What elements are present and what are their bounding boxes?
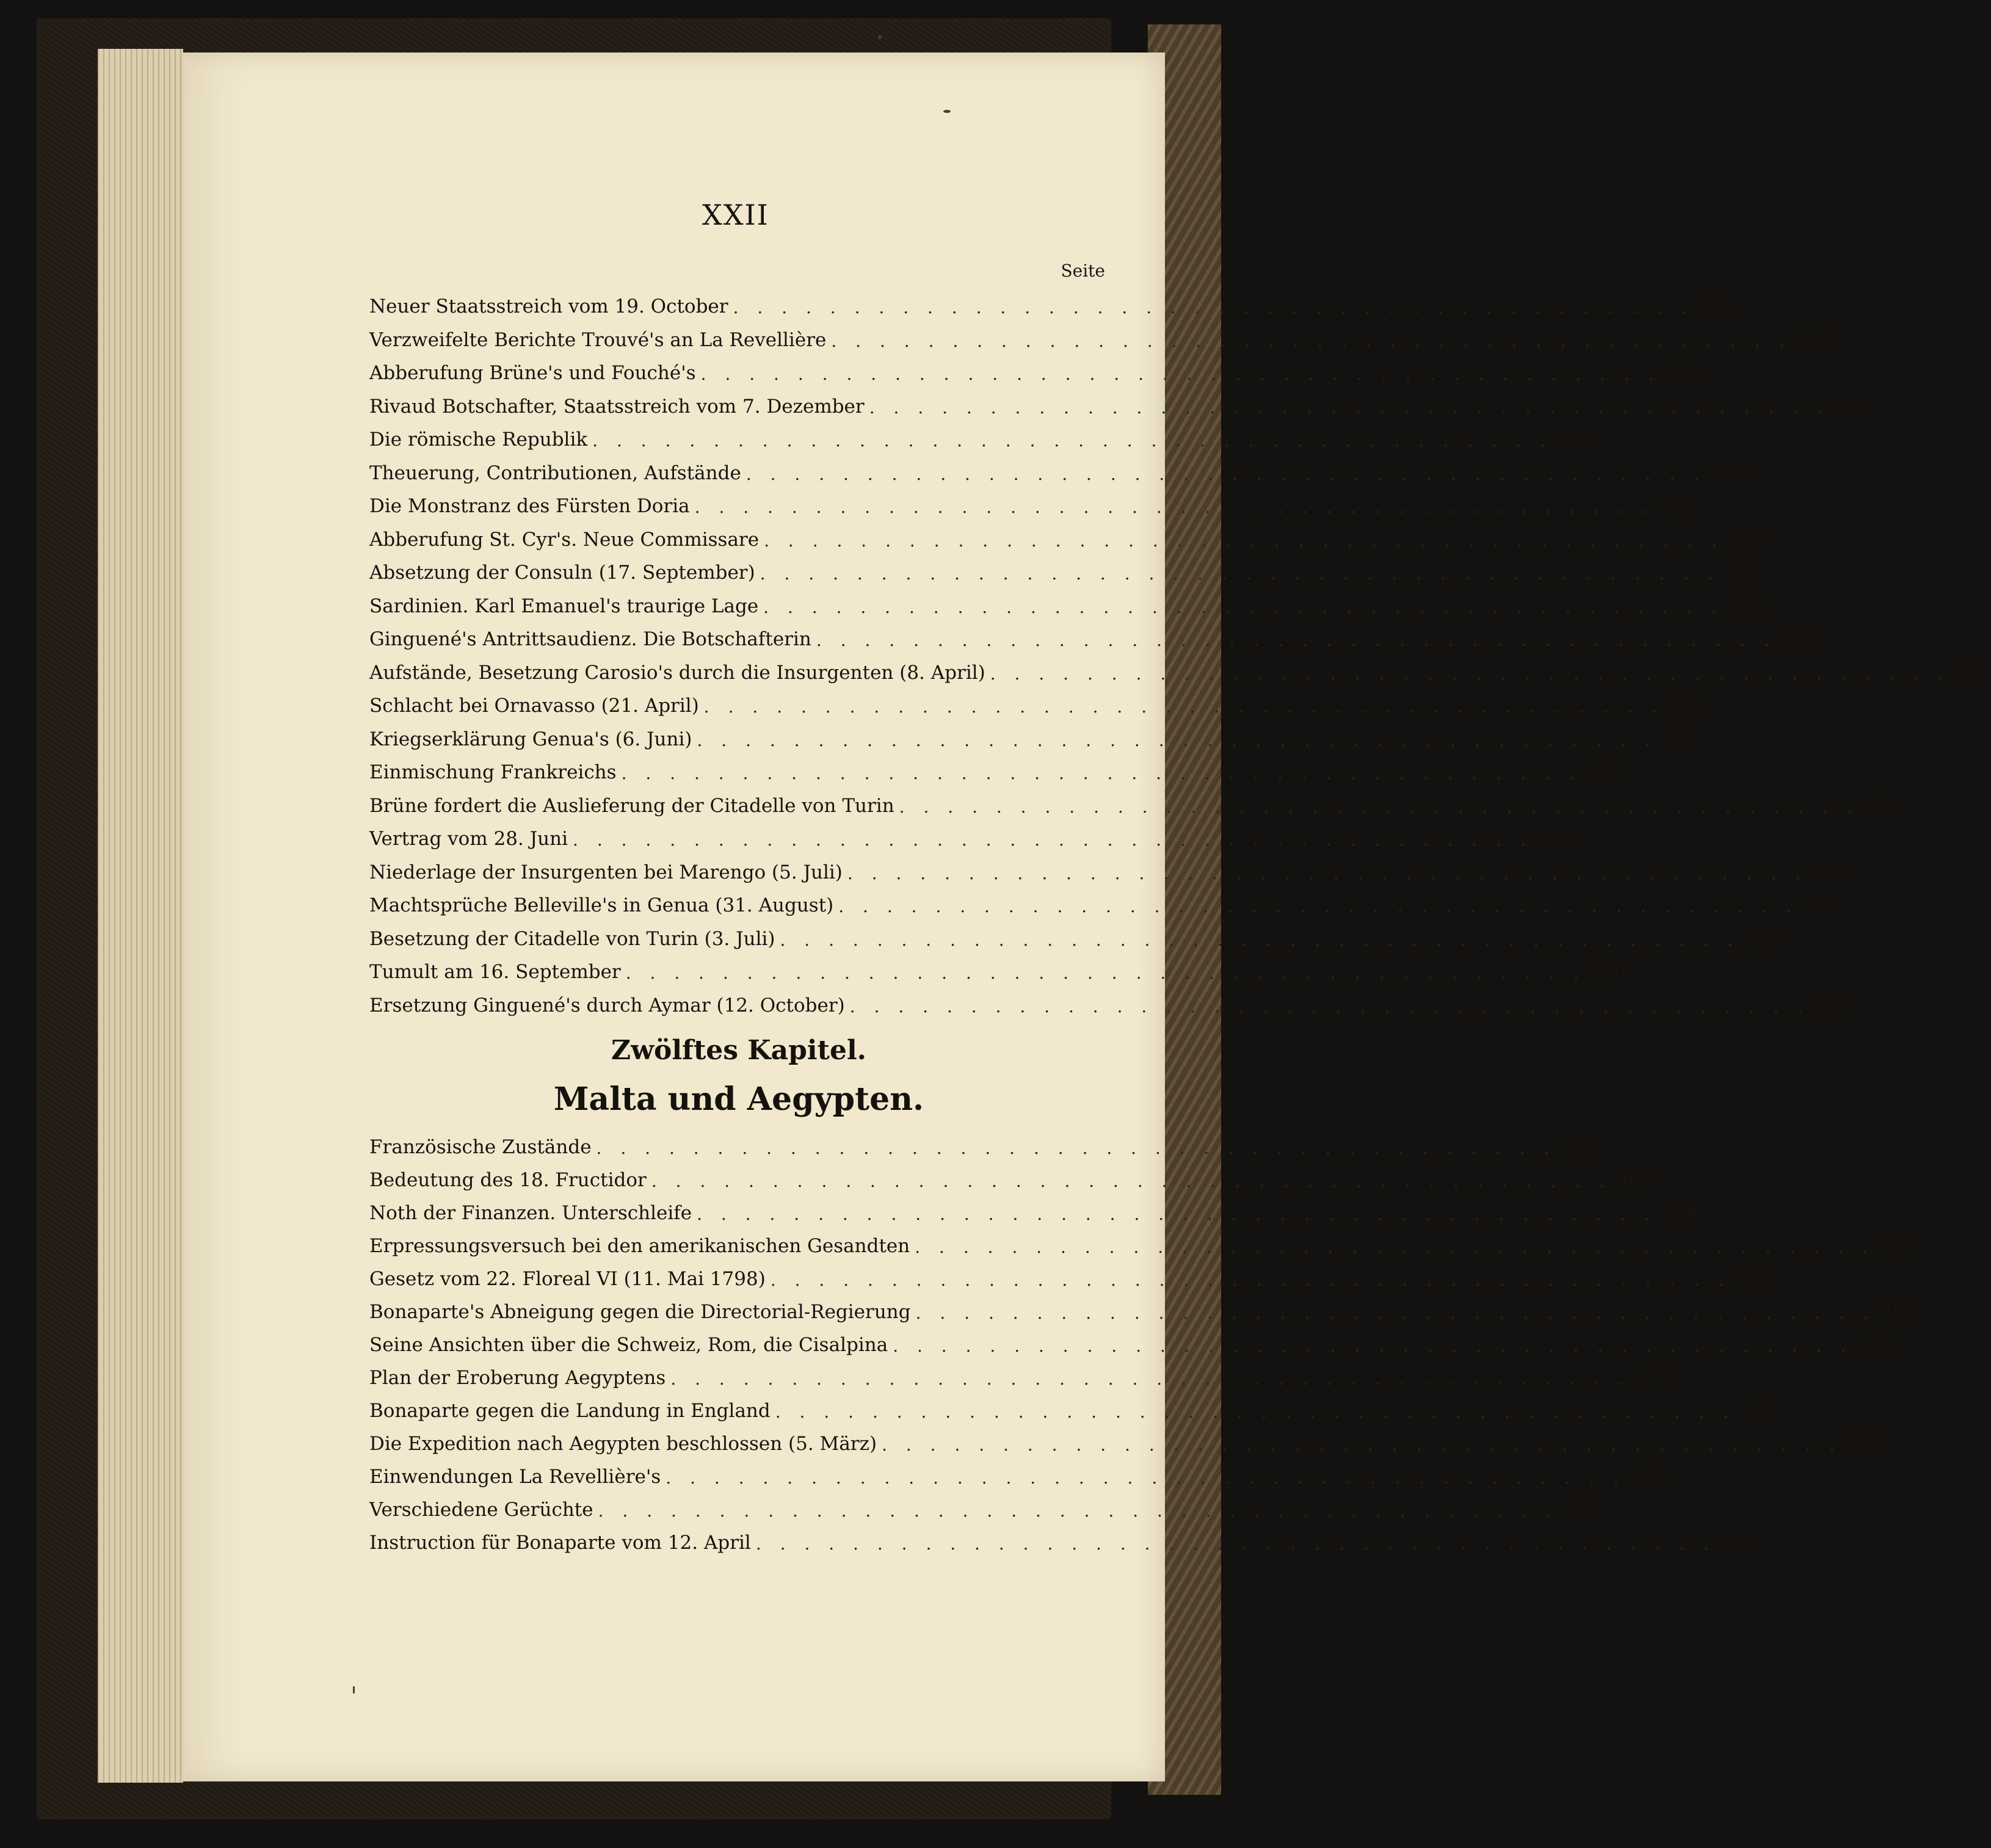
toc-entry: [369, 1456, 1667, 1488]
toc-entry-title: Noth der Finanzen. Unterschleife: [369, 1202, 692, 1224]
leader-dots: . . . . . . . . . . . . . . . . . . . . . . . . . . . . . . . . . . . . . . . .: [838, 896, 1799, 916]
toc-entry: [369, 1357, 1672, 1389]
toc-entry-page: 355: [1954, 661, 1991, 684]
leader-dots: . . . . . . . . . . . . . . . . . . . . . . . . . . . . . . . . . . . . . . . .: [700, 364, 1661, 384]
toc-entry-page: 366: [1735, 1268, 1772, 1290]
ink-speck: [353, 1686, 355, 1694]
toc-entry: [369, 386, 1871, 418]
toc-entry-title: Niederlage der Insurgenten bei Marengo (5. Juli): [369, 861, 843, 883]
toc-entry-title: Instruction für Bonaparte vom 12. April: [369, 1532, 751, 1554]
toc-entry: [369, 818, 1574, 850]
leader-dots: . . . . . . . . . . . . . . . . . . . . . . . . . . . . . . . . . . . . . . . .: [621, 763, 1581, 783]
toc-entry: [369, 1423, 1883, 1455]
toc-entry: [369, 752, 1622, 783]
toc-entry: [369, 1489, 1599, 1521]
toc-entry: [369, 485, 1695, 517]
toc-entry: [369, 319, 1832, 351]
toc-entry-title: Abberufung Brüne's und Fouché's: [369, 362, 696, 384]
leader-dots: . . . . . . . . . . . . . . . . . . . . . . . . . . . . . . . . . . . . . . . .: [882, 1435, 1842, 1455]
leader-dots: . . . . . . . . . . . . . . . . . . . . . . . . . . . . . . . . . . . . . . . .: [694, 497, 1655, 517]
toc-entry-page: 376: [1720, 1532, 1757, 1554]
leader-dots: . . . . . . . . . . . . . . . . . . . . . . . . . . . . . . . . . . . . . . . .: [625, 963, 1586, 983]
toc-entry-page: 375: [1630, 1466, 1667, 1488]
toc-entry: [369, 1126, 1597, 1158]
toc-entry-page: 354: [1781, 628, 1818, 650]
toc-entry-title: Rivaud Botschafter, Staatsstreich vom 7. Dezember: [369, 395, 865, 418]
leader-dots: . . . . . . . . . . . . . . . . . . . . . . . . . . . . . . . . . . . . . . . .: [893, 1336, 1853, 1356]
toc-entry-title: Brüne fordert die Auslieferung der Citadelle von Turin: [369, 794, 894, 817]
leader-dots: . . . . . . . . . . . . . . . . . . . . . . . . . . . . . . . . . . . . . . . .: [665, 1468, 1626, 1488]
leader-dots: . . . . . . . . . . . . . . . . . . . . . . . . . . . . . . . . . . . . . . . .: [915, 1303, 1876, 1323]
toc-entry: [369, 419, 1594, 451]
seite-label: Seite: [1061, 261, 1105, 281]
chapter-title: Malta und Aegypten.: [553, 1081, 924, 1118]
toc-entry-title: Vertrag vom 28. Juni: [369, 828, 568, 850]
toc-entry-title: Theuerung, Contributionen, Aufstände: [369, 462, 741, 484]
leader-dots: . . . . . . . . . . . . . . . . . . . . . . . . . . . . . . . . . . . . . . . .: [831, 330, 1791, 351]
toc-entry-page: 350: [1557, 429, 1594, 451]
toc-entry: [369, 1192, 1698, 1224]
leader-dots: . . . . . . . . . . . . . . . . . . . . . . . . . . . . . . . . . . . . . . . .: [915, 1237, 1875, 1257]
ink-speck: [878, 35, 882, 39]
leader-dots: . . . . . . . . . . . . . . . . . . . . . . . . . . . . . . . . . . . . . . . .: [780, 929, 1740, 950]
leader-dots: . . . . . . . . . . . . . . . . . . . . . . . . . . . . . . . . . . . . . . . .: [847, 863, 1808, 883]
toc-entry: [369, 585, 1764, 617]
toc-entry-title: Sardinien. Karl Emanuel's traurige Lage: [369, 595, 759, 617]
toc-entry-title: Abberufung St. Cyr's. Neue Commissare: [369, 528, 760, 551]
toc-entry-title: Französische Zustände: [369, 1136, 592, 1158]
toc-entry-page: 376: [1562, 1499, 1599, 1521]
toc-entry-title: Seine Ansichten über die Schweiz, Rom, die Cisalpina: [369, 1334, 888, 1356]
toc-entry-page: 357: [1586, 761, 1622, 783]
leader-dots: . . . . . . . . . . . . . . . . . . . . . . . . . . . . . . . . . . . . . . . .: [816, 630, 1777, 650]
toc-entry-page: 355: [1668, 695, 1705, 717]
toc-entry-page: 368: [1880, 1301, 1917, 1323]
toc-entry: [369, 1225, 1916, 1257]
toc-entry: [369, 918, 1781, 950]
toc-entry-page: 362: [1561, 1136, 1597, 1158]
toc-entry: [369, 286, 1734, 317]
toc-entry: [369, 352, 1702, 384]
leader-dots: . . . . . . . . . . . . . . . . . . . . . . . . . . . . . . . . . . . . . . . .: [592, 430, 1553, 451]
page-number: XXII: [702, 198, 769, 231]
chapter-number: Zwölftes Kapitel.: [611, 1035, 866, 1066]
toc-entry: [369, 618, 1818, 650]
toc-entry-title: Einmischung Frankreichs: [369, 761, 617, 783]
leader-dots: . . . . . . . . . . . . . . . . . . . . . . . . . . . . . . . . . . . . . . . .: [596, 1138, 1556, 1158]
toc-entry-title: Besetzung der Citadelle von Turin (3. Juli): [369, 927, 775, 950]
toc-entry-page: 359: [1537, 828, 1574, 850]
leader-dots: . . . . . . . . . . . . . . . . . . . . . . . . . . . . . . . . . . . . . . . .: [598, 1501, 1558, 1521]
leader-dots: . . . . . . . . . . . . . . . . . . . . . . . . . . . . . . . . . . . . . . . .: [775, 1402, 1735, 1422]
toc-entry-page: 353: [1728, 595, 1764, 617]
toc-entry-page: 361: [1814, 994, 1851, 1016]
toc-entry-title: Aufstände, Besetzung Carosio's durch die Insurgenten (8. April): [369, 661, 985, 684]
leader-dots: . . . . . . . . . . . . . . . . . . . . . . . . . . . . . . . . . . . . . . . .: [760, 563, 1720, 584]
toc-entry-page: 360: [1744, 927, 1781, 950]
toc-entry-title: Ginguené's Antrittsaudienz. Die Botschafterin: [369, 628, 811, 650]
toc-entry-title: Die Expedition nach Aegypten beschlossen (5. März): [369, 1433, 877, 1455]
toc-entry: [369, 652, 1991, 684]
leader-dots: . . . . . . . . . . . . . . . . . . . . . . . . . . . . . . . . . . . . . . . .: [697, 1204, 1657, 1224]
toc-entry: [369, 951, 1627, 983]
toc-entry-page: 369: [1857, 1334, 1894, 1356]
toc-entry: [369, 885, 1840, 916]
toc-entry-page: 348: [1665, 362, 1702, 384]
toc-entry: [369, 1291, 1917, 1323]
toc-entry-page: 365: [1879, 1235, 1916, 1257]
toc-entry-page: 360: [1803, 894, 1840, 916]
toc-entry: [369, 452, 1747, 484]
toc-entry-page: 351: [1659, 495, 1695, 517]
toc-entry: [369, 1258, 1772, 1290]
toc-entry-page: 353: [1724, 562, 1761, 584]
toc-entry-page: 359: [1812, 861, 1849, 883]
toc-entry-title: Erpressungsversuch bei den amerikanischen Gesandten: [369, 1235, 910, 1257]
ink-speck: [943, 110, 951, 113]
leader-dots: . . . . . . . . . . . . . . . . . . . . . . . . . . . . . . . . . . . . . . . .: [755, 1534, 1716, 1554]
toc-entry-page: 360: [1590, 961, 1627, 983]
leader-dots: . . . . . . . . . . . . . . . . . . . . . . . . . . . . . . . . . . . . . . . .: [670, 1369, 1631, 1389]
toc-entry-page: 346: [1697, 295, 1734, 317]
toc-entry-page: 352: [1728, 528, 1765, 551]
toc-entry: [369, 1390, 1777, 1422]
toc-entry-title: Neuer Staatsstreich vom 19. October: [369, 295, 728, 317]
toc-entry: [369, 519, 1765, 551]
toc-entry-page: 358: [1863, 794, 1900, 817]
toc-entry-page: 347: [1796, 328, 1832, 351]
toc-entry-title: Absetzung der Consuln (17. September): [369, 562, 755, 584]
toc-entry-title: Ersetzung Ginguené's durch Aymar (12. October): [369, 994, 845, 1016]
leader-dots: . . . . . . . . . . . . . . . . . . . . . . . . . . . . . . . . . . . . . . . .: [770, 1270, 1730, 1290]
leader-dots: . . . . . . . . . . . . . . . . . . . . . . . . . . . . . . . . . . . . . . . .: [651, 1171, 1611, 1191]
toc-entry: [369, 985, 1851, 1016]
toc-entry-title: Einwendungen La Revellière's: [369, 1466, 661, 1488]
leader-dots: . . . . . . . . . . . . . . . . . . . . . . . . . . . . . . . . . . . . . . . .: [990, 663, 1950, 684]
leader-dots: . . . . . . . . . . . . . . . . . . . . . . . . . . . . . . . . . . . . . . . .: [869, 397, 1829, 418]
toc-entry-title: Machtsprüche Belleville's in Genua (31. August): [369, 894, 834, 916]
toc-entry: [369, 852, 1849, 883]
leader-dots: . . . . . . . . . . . . . . . . . . . . . . . . . . . . . . . . . . . . . . . .: [745, 463, 1706, 484]
toc-entry-title: Bonaparte gegen die Landung in England: [369, 1400, 771, 1422]
toc-entry: [369, 1159, 1653, 1191]
leader-dots: . . . . . . . . . . . . . . . . . . . . . . . . . . . . . . . . . . . . . . . .: [764, 530, 1724, 551]
toc-entry: [369, 1324, 1894, 1356]
toc-entry-title: Verzweifelte Berichte Trouvé's an La Revellière: [369, 328, 827, 351]
toc-entry-title: Schlacht bei Ornavasso (21. April): [369, 695, 699, 717]
toc-entry-title: Plan der Eroberung Aegyptens: [369, 1367, 666, 1389]
toc-entry: [369, 719, 1698, 750]
leader-dots: . . . . . . . . . . . . . . . . . . . . . . . . . . . . . . . . . . . . . . . .: [703, 697, 1664, 717]
toc-entry: [369, 552, 1761, 584]
toc-entry-title: Bedeutung des 18. Fructidor: [369, 1169, 647, 1191]
toc-entry: [369, 785, 1900, 817]
toc-entry-title: Verschiedene Gerüchte: [369, 1499, 593, 1521]
toc-entry-page: 364: [1661, 1202, 1698, 1224]
leader-dots: . . . . . . . . . . . . . . . . . . . . . . . . . . . . . . . . . . . . . . . .: [697, 730, 1657, 750]
leader-dots: . . . . . . . . . . . . . . . . . . . . . . . . . . . . . . . . . . . . . . . .: [733, 297, 1693, 317]
leader-dots: . . . . . . . . . . . . . . . . . . . . . . . . . . . . . . . . . . . . . . . .: [573, 830, 1533, 850]
toc-entry-page: 374: [1846, 1433, 1883, 1455]
leader-dots: . . . . . . . . . . . . . . . . . . . . . . . . . . . . . . . . . . . . . . . .: [763, 596, 1724, 617]
page-edges: [98, 49, 183, 1783]
toc-entry: [369, 1522, 1757, 1554]
toc-entry-title: Gesetz vom 22. Floreal VI (11. Mai 1798): [369, 1268, 766, 1290]
leader-dots: . . . . . . . . . . . . . . . . . . . . . . . . . . . . . . . . . . . . . . . .: [899, 796, 1859, 817]
toc-entry-page: 371: [1635, 1367, 1672, 1389]
toc-entry-page: 373: [1739, 1400, 1777, 1422]
toc-entry: [369, 685, 1705, 717]
toc-entry-title: Die römische Republik: [369, 429, 588, 451]
leader-dots: . . . . . . . . . . . . . . . . . . . . . . . . . . . . . . . . . . . . . . . .: [849, 996, 1810, 1016]
toc-entry-title: Kriegserklärung Genua's (6. Juni): [369, 728, 692, 750]
toc-entry-page: 356: [1661, 728, 1698, 750]
toc-entry-page: 350: [1710, 462, 1747, 484]
toc-entry-title: Tumult am 16. September: [369, 961, 621, 983]
toc-entry-title: Die Monstranz des Fürsten Doria: [369, 495, 690, 517]
toc-entry-title: Bonaparte's Abneigung gegen die Directorial-Regierung: [369, 1301, 911, 1323]
toc-entry-page: 363: [1616, 1169, 1653, 1191]
toc-entry-page: 349: [1833, 395, 1871, 418]
